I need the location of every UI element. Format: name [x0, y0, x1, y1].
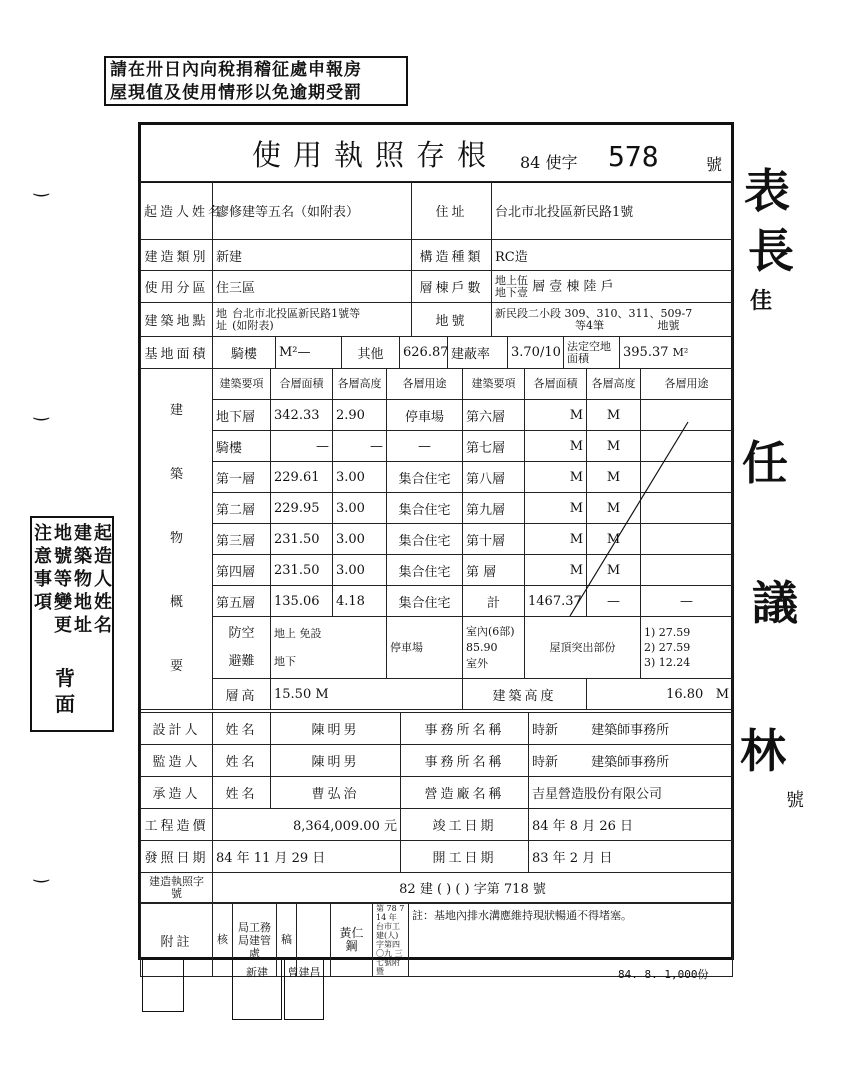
lot-section: 新民段二小段	[495, 306, 561, 320]
side-note-line1: 起造人姓名	[94, 523, 112, 636]
office-seal: 局工務局建管處	[233, 904, 277, 977]
contractor-name: 曹弘治	[271, 777, 401, 809]
parking-value: 室內(6部) 85.90 室外	[463, 617, 525, 679]
margin-char: 長	[748, 224, 794, 278]
lot-more: 等4筆	[575, 318, 604, 332]
site-value	[213, 303, 412, 337]
roof-values: 1) 27.59 2) 27.59 3) 12.24	[641, 617, 733, 679]
coverage-label: 建蔽率	[448, 337, 508, 369]
building-row: 第四層 231.50 3.00 集合住宅 第 層 M M	[141, 555, 733, 586]
start-date: 83 年 2 月 日	[529, 841, 733, 873]
permit-prefix: 使字	[545, 153, 578, 172]
builder-name: 吉星營造股份有限公司	[529, 777, 733, 809]
site-label: 建築地點	[141, 303, 213, 337]
unused-strike-line	[560, 420, 690, 620]
address-label: 住址	[412, 182, 492, 240]
signature-box-2: 曾建昌	[284, 958, 324, 1020]
floors-above: 地上伍	[495, 273, 528, 287]
building-height-label: 建築高度	[463, 679, 587, 710]
permit-number-value: 82 建 ( ) ( ) 字第 718 號	[213, 873, 733, 903]
issue-row: 發照日期 84 年 11 月 29 日 開工日期 83 年 2 月 日	[141, 841, 733, 873]
lot-label: 地號	[412, 303, 492, 337]
parking-label: 停車場	[387, 617, 463, 679]
building-row: 第二層 229.95 3.00 集合住宅 第九層 M M	[141, 493, 733, 524]
applicant-label: 起造人姓名	[141, 182, 213, 240]
storey-height-value: 15.50 M	[271, 679, 463, 710]
approver-seal: 黃仁鋼	[331, 904, 373, 977]
build-type-label: 建造類別	[141, 240, 213, 271]
margin-hao: 號	[786, 790, 804, 811]
margin-mark: ‿	[34, 400, 49, 421]
document-title: 使用執照存根	[252, 138, 499, 172]
building-side-label: 建 築 物 概 要	[141, 369, 213, 710]
structure-value: RC造	[492, 240, 733, 271]
tax-notice-line1: 請在卅日內向稅捐稽征處申報房	[110, 60, 362, 80]
arcade-label: 騎樓	[213, 337, 276, 369]
issue-date: 84 年 11 月 29 日	[213, 841, 401, 873]
building-row: 第一層 229.61 3.00 集合住宅 第八層 M M	[141, 462, 733, 493]
permit-year: 84	[520, 153, 541, 172]
permit-row: 建造執照字號 82 建 ( ) ( ) 字第 718 號	[141, 873, 733, 903]
address-value: 台北市北投區新民路1號	[492, 182, 733, 240]
floors-label: 層棟戶數	[412, 271, 492, 303]
print-footer: 84. 8. 1,000份	[618, 968, 709, 981]
tax-notice-stamp	[104, 56, 408, 106]
storey-height-label: 層高	[213, 679, 271, 710]
site-prefix: 地址	[216, 306, 227, 332]
back-label: 背面	[55, 666, 75, 716]
other-label: 其他	[342, 337, 400, 369]
build-type-value: 新建	[213, 240, 412, 271]
supervisor-row: 監造人 姓名 陳明男 事務所名稱 時新 建築師事務所	[141, 745, 733, 777]
shelter-label: 防空 避難	[213, 617, 271, 679]
other-value: 626.87	[400, 337, 448, 369]
cost-row: 工程造價 8,364,009.00 元 竣工日期 84 年 8 月 26 日	[141, 809, 733, 841]
floors-rest: 層 壹 棟 陸 戶	[532, 279, 614, 294]
coverage-value: 3.70/10	[508, 337, 564, 369]
structure-label: 構造種類	[412, 240, 492, 271]
building-row: 第五層 135.06 4.18 集合住宅 計 1467.37 — —	[141, 586, 733, 617]
site-address-note: (如附表)	[232, 318, 274, 332]
arcade-value: M²—	[276, 337, 342, 369]
open-space-value: 395.37 M²	[620, 337, 733, 369]
tax-notice-line2: 屋現值及使用情形以免逾期受罰	[110, 83, 362, 103]
side-note-line2: 建築物地址	[74, 523, 92, 636]
lot-numbers: 309、310、311、509-7	[564, 306, 693, 320]
building-height-value: 16.80 M	[587, 679, 733, 710]
building-row: 地下層 342.33 2.90 停車場 第六層 M M	[141, 400, 733, 431]
open-space-label: 法定空地面積	[564, 337, 620, 369]
building-row: 騎樓 — — — 第七層 M M	[141, 431, 733, 462]
building-row: 第三層 231.50 3.00 集合住宅 第十層 M M	[141, 524, 733, 555]
permit-suffix: 號	[706, 155, 723, 174]
zoning-value: 住三區	[213, 271, 412, 303]
contractor-row: 承造人 姓名 曹弘治 營造廠名稱 吉星營造股份有限公司	[141, 777, 733, 809]
supervisor-name: 陳明男	[271, 745, 401, 777]
margin-mark: ‿	[34, 176, 49, 197]
remarks-table: 附註 核 局工務局建管處 稿 黃仁鋼 第 78 7 14 年 台市工 建(人) 字第四〇九 三七號附暨 註：基地內排水溝應維持現狀暢通不得堵塞。	[140, 903, 733, 977]
shelter-value: 地上 免設 地下	[271, 617, 387, 679]
floors-below: 地下壹	[495, 285, 528, 299]
height-row	[141, 679, 733, 710]
margin-char: 任	[742, 436, 788, 490]
margin-char: 表	[744, 164, 790, 218]
shelter-parking-row	[141, 617, 733, 679]
side-note-line4: 注意事項	[34, 523, 52, 613]
completion-date: 84 年 8 月 26 日	[529, 809, 733, 841]
site-address: 台北市北投區新民路1號等	[232, 306, 361, 320]
margin-char: 議	[752, 576, 798, 630]
remarks-note: 註：基地內排水溝應維持現狀暢通不得堵塞。	[409, 904, 733, 977]
lot-suffix: 地號	[657, 318, 680, 332]
signature-box-1: 新建	[232, 958, 282, 1020]
permit-number: 578	[608, 140, 659, 173]
designer-name: 陳明男	[271, 713, 401, 745]
margin-char: 佳	[750, 288, 773, 314]
cost-value: 8,364,009.00	[293, 819, 380, 834]
side-note-line3: 地號等變更	[54, 523, 72, 636]
base-area-label: 基地面積	[141, 337, 213, 369]
lot-value	[492, 303, 733, 337]
designer-row: 設計人 姓名 陳明男 事務所名稱 時新 建築師事務所	[141, 713, 733, 745]
people-table	[140, 712, 733, 903]
approval-stamp: 第 78 7 14 年 台市工 建(人) 字第四〇九 三七號附暨	[373, 904, 409, 977]
margin-char: 林	[740, 724, 786, 778]
base-area-table	[140, 336, 733, 369]
roof-label: 屋頂突出部份	[525, 617, 641, 679]
zoning-label: 使用分區	[141, 271, 213, 303]
info-table	[140, 181, 733, 337]
square-seal	[142, 958, 184, 1012]
remarks-label: 附註	[141, 904, 213, 977]
margin-mark: ‿	[34, 862, 49, 883]
floors-value	[492, 271, 733, 303]
building-header-row: 建 築 物 概 要 建築要項 合層面積 各層高度 各層用途 建築要項 各層面積 各層高度 各層用途	[141, 369, 733, 400]
applicant-value: 廖修建等五名（如附表）	[213, 182, 412, 240]
